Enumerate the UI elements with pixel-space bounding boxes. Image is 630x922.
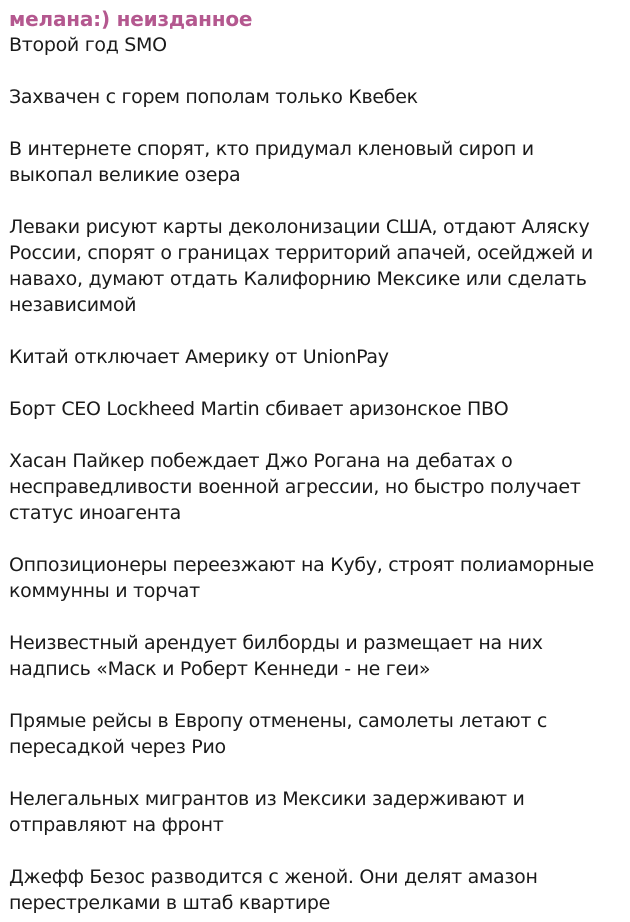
message-paragraph-5: Китай отключает Америку от UnionPay: [9, 346, 389, 368]
message-paragraph-11: Нелегальных мигрантов из Мексики задерживают и отправляют на фронт: [9, 788, 525, 836]
message-paragraph-12: Джефф Безос разводится с женой. Они делят амазон перестрелками в штаб квартире: [9, 866, 538, 914]
message-text: [9, 32, 618, 916]
message-paragraph-3: В интернете спорят, кто придумал кленовый сироп и выкопал великие озера: [9, 138, 534, 186]
channel-author-name[interactable]: мелана:) неизданное: [9, 7, 253, 31]
message-paragraph-6: Борт CEO Lockheed Martin сбивает аризонское ПВО: [9, 398, 509, 420]
message-paragraph-9: Неизвестный арендует билборды и размещает на них надпись «Маск и Роберт Кеннеди - не геи»: [9, 632, 543, 680]
message-paragraph-8: Оппозиционеры переезжают на Кубу, строят полиаморные коммунны и торчат: [9, 554, 594, 602]
message-paragraph-7: Хасан Пайкер побеждает Джо Рогана на дебатах о несправедливости военной агрессии, но быстро получает статус иноагента: [9, 450, 581, 524]
message-paragraph-4: Леваки рисуют карты деколонизации США, отдают Аляску России, спорят о границах территорий апачей, осейджей и навахо, думают отдать Калифорнию Мексике или сделать независимой: [9, 216, 593, 316]
message-paragraph-10: Прямые рейсы в Европу отменены, самолеты летают с пересадкой через Рио: [9, 710, 547, 758]
message-paragraph-2: Захвачен с горем пополам только Квебек: [9, 86, 418, 108]
message-paragraph-1: Второй год SMO: [9, 34, 167, 56]
